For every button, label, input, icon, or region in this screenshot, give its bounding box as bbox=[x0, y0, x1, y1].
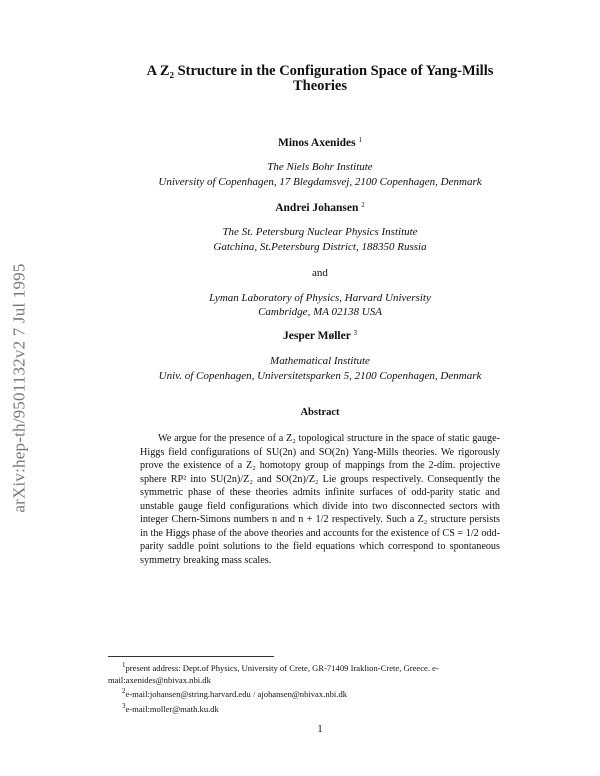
footnote-text: present address: Dept.of Physics, University of Crete, GR-71409 Iraklion-Crete, Greece. e-mail:axenides@nbivax.nbi.dk bbox=[108, 663, 439, 685]
author-axenides bbox=[60, 136, 580, 149]
abstract-heading: Abstract bbox=[300, 407, 340, 418]
affiliation-line: Mathematical Institute bbox=[270, 355, 370, 367]
affiliation-line: Lyman Laboratory of Physics, Harvard University bbox=[209, 292, 431, 304]
affiliation-line: Gatchina, St.Petersburg District, 188350 Russia bbox=[213, 241, 427, 253]
author-footnote-mark: 2 bbox=[361, 201, 365, 209]
author-footnote-mark: 3 bbox=[353, 329, 357, 337]
title-line-1: A Z₂ Structure in the Configuration Space of Yang-Mills bbox=[146, 63, 494, 79]
page-number: 1 bbox=[317, 723, 323, 735]
footnote-1 bbox=[108, 660, 500, 686]
author-johansen bbox=[60, 201, 580, 214]
author-name: Jesper Møller bbox=[283, 330, 351, 342]
footnote-3 bbox=[108, 701, 500, 716]
footnotes bbox=[108, 660, 500, 715]
affiliation-line: The St. Petersburg Nuclear Physics Institute bbox=[222, 226, 418, 238]
arxiv-identifier: arXiv:hep-th/9501132v2 7 Jul 1995 bbox=[10, 263, 30, 513]
footnote-mark: 1 bbox=[122, 661, 126, 669]
author-name: Minos Axenides bbox=[277, 137, 356, 149]
affiliation-line: University of Copenhagen, 17 Blegdamsvej, 2100 Copenhagen, Denmark bbox=[158, 176, 482, 188]
author-footnote-mark: 1 bbox=[358, 136, 362, 144]
affiliation-line: Univ. of Copenhagen, Universitetsparken 5, 2100 Copenhagen, Denmark bbox=[158, 370, 482, 382]
footnote-mark: 3 bbox=[122, 701, 126, 710]
arxiv-sidebar-stamp bbox=[0, 0, 40, 776]
footnote-text: e-mail:moller@math.ku.dk bbox=[125, 703, 219, 714]
affiliation-conjunction: and bbox=[312, 267, 328, 279]
footnote-text: e-mail:johansen@string.harvard.edu / ajohansen@nbivax.nbi.dk bbox=[125, 689, 348, 699]
affiliation-line: The Niels Bohr Institute bbox=[267, 161, 373, 173]
author-moller bbox=[60, 329, 580, 342]
footnote-2 bbox=[108, 686, 500, 701]
abstract-body: We argue for the presence of a Z₂ topological structure in the space of static gauge-Higgs field configurations of SU(2n) and SO(2n) Yang-Mills theories. We rigorously prove the existence of a Z₂ homotopy group of mappings from the 2-dim. projective sphere RP² into SU(2n)/Z₂ and SO(2n)/Z₂ Lie groups respectively. Consequently the symmetric phase of these theories admits infinite surfaces of odd-parity static and unstable gauge field configurations which divide into two disconnected sectors with integer Chern-Simons numbers n and n + 1/2 respectively. Such a Z₂ structure persists in the Higgs phase of the above theories and accounts for the existence of CS = 1/2 odd-parity saddle point solutions to the field equations which correspond to spontaneous symmetry breaking mass scales. bbox=[140, 433, 500, 566]
title-line-2: Theories bbox=[293, 78, 347, 94]
author-name: Andrei Johansen bbox=[275, 202, 359, 214]
affiliation-line: Cambridge, MA 02138 USA bbox=[258, 306, 382, 318]
footnote-rule bbox=[108, 656, 274, 657]
paper-title bbox=[100, 64, 540, 94]
footnote-mark: 2 bbox=[122, 687, 126, 695]
